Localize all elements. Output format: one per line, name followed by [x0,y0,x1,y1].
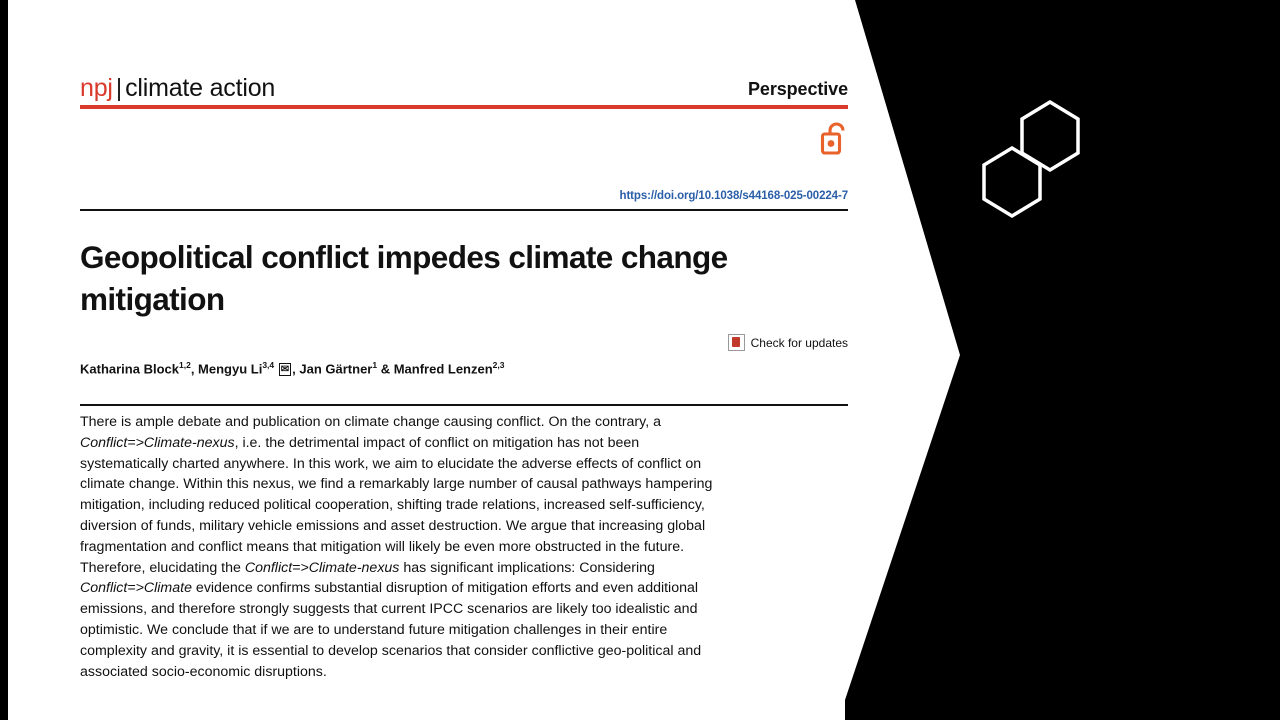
left-black-strip [0,0,8,720]
article-type-label: Perspective [748,79,848,99]
check-for-updates[interactable] [80,334,848,351]
abstract-text: There is ample debate and publication on climate change causing conflict. On the contrary, a Conflict=>Climate-nexus, i.e. the detrimental impact of conflict on mitigation has not been systematically charted anywhere. In this work, we aim to elucidate the adverse effects of conflict on climate change. Within this nexus, we find a remarkably large number of causal pathways hampering mitigation, including reduced political cooperation, shifting trade relations, increased self-sufficiency, diversion of funds, military vehicle emissions and asset destruction. We argue that increasing global fragmentation and conflict means that mitigation will likely be even more obstructed in the future. Therefore, elucidating the Conflict=>Climate-nexus has significant implications: Considering Conflict=>Climate evidence confirms substantial disruption of mitigation efforts and even additional emissions, and therefore strongly suggests that current IPCC scenarios are likely too idealistic and optimistic. We conclude that if we are to understand future mitigation challenges in their entire complexity and gravity, it is essential to develop scenarios that consider conflictive geo-political and associated socio-economic disruptions. [80,414,713,680]
journal-brand-separator: | [115,74,123,102]
doi-divider [80,209,848,211]
check-for-updates-label: Check for updates [750,335,848,350]
hexagon-decoration [950,100,1150,260]
page-title: Geopolitical conflict impedes climate change mitigation [80,239,728,317]
journal-brand-npj: npj [80,74,113,102]
journal-brand-title: climate action [125,74,276,102]
crossmark-icon [728,334,745,351]
author-list: Katharina Block$^{1,2}$, Mengyu Li$^{3,4}$ ✉ , Jan Gärtner$^1$ & Manfred Lenzen$^{2,3}$ [80,360,505,377]
journal-brand [80,76,275,101]
journal-masthead [80,76,848,101]
article-content [80,0,848,720]
open-access-padlock-icon [820,120,850,156]
authors-divider [80,404,848,406]
doi-link[interactable]: https://doi.org/10.1038/s44168-025-00224-7 [619,190,848,202]
masthead-red-rule [80,105,848,109]
